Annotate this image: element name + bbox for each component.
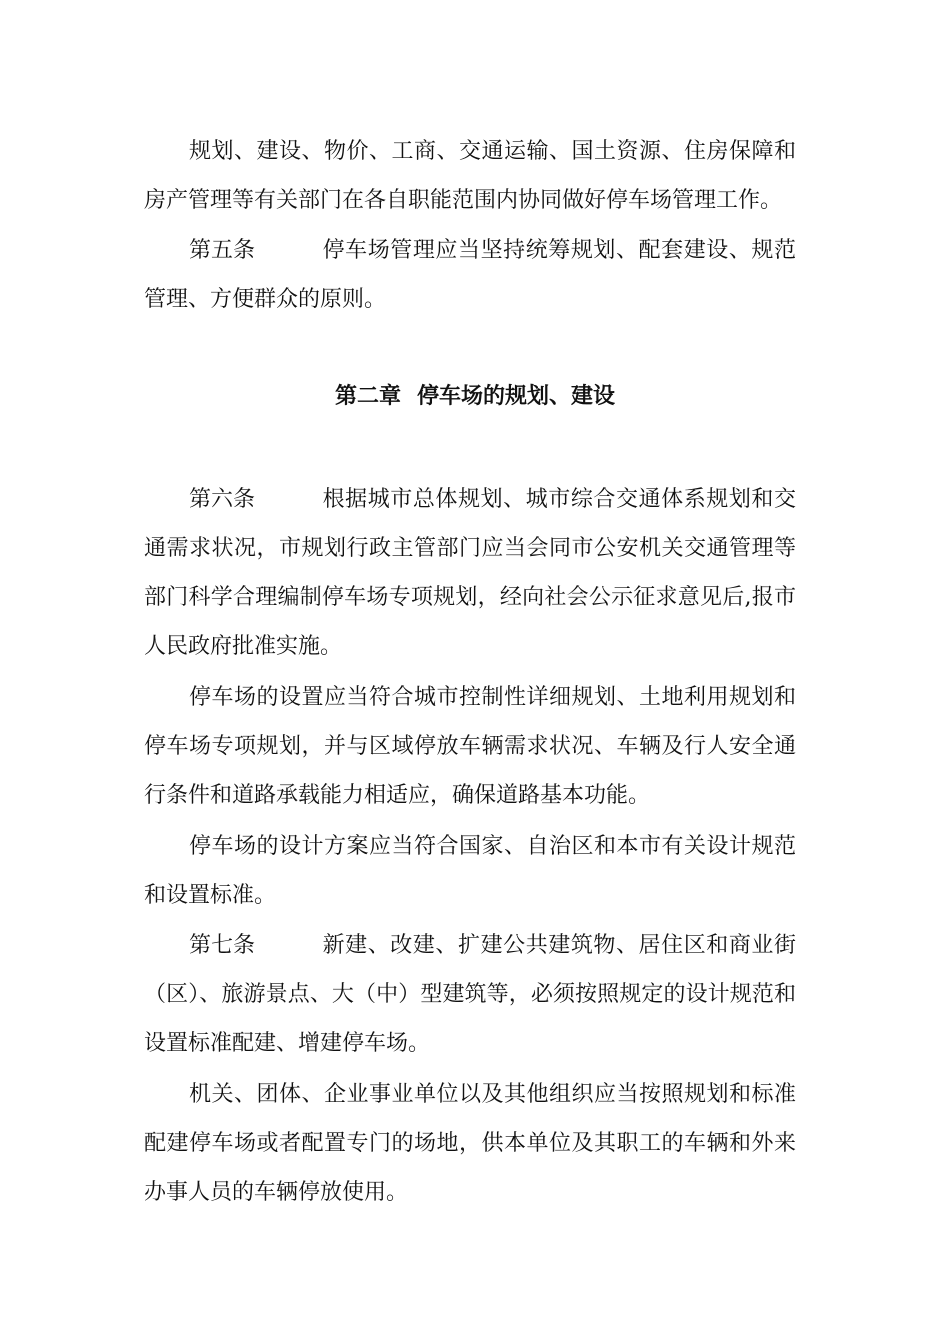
paragraph-text: 机关、团体、企业事业单位以及其他组织应当按照规划和标准配建停车场或者配置专门的场地，供本单位及其职工的车辆和外来办事人员的车辆停放使用。 (144, 1082, 796, 1205)
chapter-heading (0, 382, 950, 412)
paragraph-parking-setup (144, 673, 796, 820)
article-label: 第五条 (189, 238, 256, 263)
paragraph-departments (144, 127, 796, 225)
article-label: 第七条 (189, 933, 256, 958)
chapter-title: 停车场的规划、建设 (417, 384, 616, 409)
article-6 (144, 475, 796, 671)
article-text: 停车场管理应当坚持统筹规划、配套建设、规范管理、方便群众的原则。 (144, 238, 796, 312)
paragraph-design-plan (144, 822, 796, 920)
paragraph-text: 停车场的设置应当符合城市控制性详细规划、土地利用规划和停车场专项规划，并与区域停放车辆需求状况、车辆及行人安全通行条件和道路承载能力相适应，确保道路基本功能。 (144, 685, 796, 808)
article-text: 新建、改建、扩建公共建筑物、居住区和商业街（区）、旅游景点、大（中）型建筑等，必须按照规定的设计规范和设置标准配建、增建停车场。 (144, 933, 796, 1056)
article-7 (144, 921, 796, 1068)
chapter-number: 第二章 (334, 384, 401, 409)
paragraph-organizations (144, 1070, 796, 1217)
paragraph-text: 停车场的设计方案应当符合国家、自治区和本市有关设计规范和设置标准。 (144, 834, 796, 908)
paragraph-text: 规划、建设、物价、工商、交通运输、国土资源、住房保障和房产管理等有关部门在各自职能范围内协同做好停车场管理工作。 (144, 139, 796, 213)
article-label: 第六条 (189, 487, 256, 512)
article-text: 根据城市总体规划、城市综合交通体系规划和交通需求状况，市规划行政主管部门应当会同市公安机关交通管理等部门科学合理编制停车场专项规划，经向社会公示征求意见后,报市人民政府批准实施。 (144, 487, 796, 659)
article-5 (144, 226, 796, 324)
